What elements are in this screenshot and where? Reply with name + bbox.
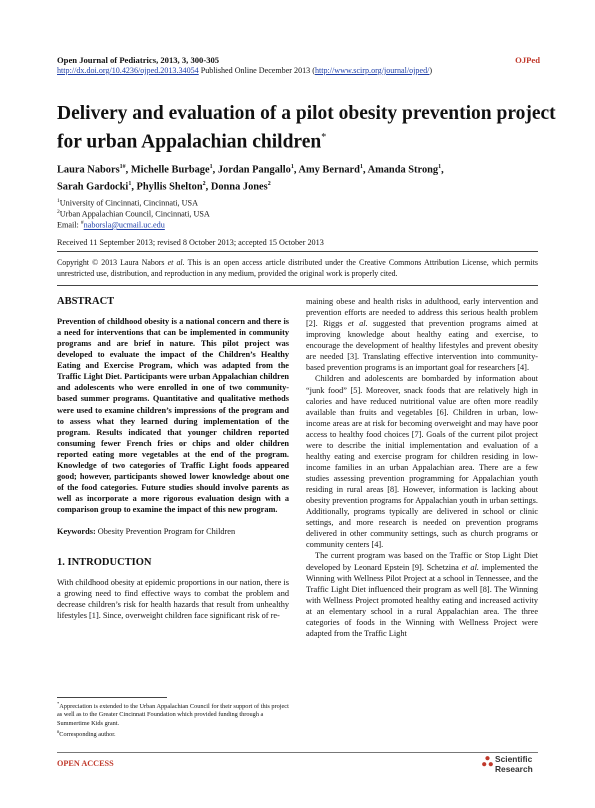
journal-url-link[interactable]: http://www.scirp.org/journal/ojped/ [314, 66, 430, 75]
introduction-heading: 1. INTRODUCTION [57, 557, 152, 569]
author-line-1 [57, 160, 557, 177]
doi-line [57, 66, 432, 75]
footnote-1 [57, 700, 289, 728]
author-name: Sarah Gardocki [57, 181, 129, 193]
article-title-text: Delivery and evaluation of a pilot obesity prevention project for urban Appalachian children [57, 103, 556, 152]
affiliation-text: University of Cincinnati, Cincinnati, USA [59, 198, 199, 208]
author-sup: 1 [128, 181, 132, 188]
author-list [57, 160, 557, 195]
email-label: Email: [57, 220, 81, 230]
author-separator: , [441, 164, 444, 176]
author-name: , Michelle Burbage [125, 164, 210, 176]
author-name: , Jordan Pangallo [212, 164, 291, 176]
body-text: suggested that prevention programs aimed at improving knowledge about healthy eating and exercise, to encourage the development of healthy lifestyles and prevent obesity are needed [3]. Translating effective intervention into community-based prevention programs is an important goal for researchers [4]. [306, 319, 539, 373]
author-name: , Donna Jones [205, 181, 268, 193]
open-access-label: OPEN ACCESS [57, 759, 114, 768]
author-sup: 1 [359, 164, 363, 170]
copyright-etal: et al. [167, 258, 185, 267]
footnote-sup: * [57, 701, 60, 706]
introduction-paragraph: With childhood obesity at epidemic proportions in our nation, there is a growing need to find effective ways to combat the problem and decrease children’s risk for health hazards that result from unhealthy lifestyles [1]. Since, overweight children face significant risk of re- [57, 578, 289, 621]
right-column [306, 296, 538, 639]
title-footnote-mark[interactable]: * [321, 131, 327, 143]
body-paragraph: Children and adolescents are bombarded by information about “junk food” [5]. Moreover, snack foods that are relatively high in calories and have reduced nutritional value are often more readily available than fruits and vegetables [6]. Children in urban, low-income areas are at risk for becoming overweight and may have poor access to healthy food choices [7]. Goals of the current pilot project were to describe the initial implementation and evaluation of a healthy eating and exercise program for children residing in low-income families in an urban Appalachian area. There are a few studies assessing prevention programming for Appalachian youth residing in rural areas [8]. However, information is lacking about obesity prevention programs for Appalachian youth in urban settings. Additionally, programs typically are delivered in school or clinic settings, and more research is needed on prevention programs delivered in other community settings, such as church programs or community centers [4]. [306, 374, 538, 550]
author-line-2 [57, 177, 557, 194]
author-sup: 2 [202, 181, 206, 188]
footnote-text: Appreciation is extended to the Urban Appalachian Council for their support of this project as well as to the Greater Cincinnati Foundation which provided funding through a Summertime Kids grant. [57, 703, 289, 727]
author-name: , Phyllis Shelton [131, 181, 203, 193]
footnote-divider [57, 697, 167, 698]
logo-line-2: Research [495, 763, 533, 774]
footer-divider [57, 752, 538, 753]
abstract-text: Prevention of childhood obesity is a national concern and there is a need for interventions that can be implemented in community programs and are brief in nature. This pilot project was developed to evaluate the impact of the Children’s Healthy Eating and Exercise Program, which was adapted from the Traffic Light Diet. Participants were urban Appalachian children and adolescents who were enrolled in one of two community-based summer programs. Quantitative and qualitative methods were used to examine children’s impressions of the program and to assess what they learned during implementation of the program. Results indicated that younger children reported consuming fewer French fries or chips and older children reported eating more vegetables at the end of the program. Knowledge of two categories of Traffic Light foods appeared good; however, participants showed lower knowledge about one of the food categories. Future studies should involve parents as well as incorporate a more rigorous evaluation design with a comparison group to examine the impact of this new program. [57, 317, 289, 515]
logo-line-1: Scientific [495, 754, 533, 764]
author-sup: 1 [290, 164, 294, 170]
email-line [57, 218, 537, 231]
copyright-notice [57, 258, 538, 279]
affiliation-sup: 1 [57, 198, 60, 204]
keywords-label: Keywords: [57, 527, 96, 537]
left-column [57, 296, 289, 621]
footnote-text: Corresponding author. [59, 731, 116, 739]
journal-citation: Open Journal of Pediatrics, 2013, 3, 300-305 [57, 55, 220, 65]
keywords [57, 526, 289, 537]
header-divider [57, 251, 538, 252]
copyright-pre: Copyright © 2013 Laura Nabors [57, 258, 168, 267]
published-text: Published Online December 2013 ( [200, 66, 315, 75]
author-name: Laura Nabors [57, 164, 120, 176]
body-text: The current program was based on the Traffic or Stop Light Diet developed by Leonard Epstein [9]. Schetzina [306, 551, 538, 572]
body-paragraph [306, 296, 538, 373]
article-title [57, 102, 557, 154]
received-dates: Received 11 September 2013; revised 8 October 2013; accepted 15 October 2013 [57, 238, 324, 247]
author-sup: 1 [209, 164, 213, 170]
body-etal: et al. [461, 562, 479, 572]
logo-text [495, 755, 533, 774]
abstract-heading: ABSTRACT [57, 296, 115, 307]
author-name: , Amanda Strong [362, 164, 439, 176]
doi-link[interactable]: http://dx.doi.org/10.4236/ojped.2013.34054 [57, 66, 199, 75]
copyright-divider [57, 285, 538, 286]
keywords-text: Obesity Prevention Program for Children [95, 527, 236, 537]
author-sup: 2 [267, 181, 271, 188]
body-paragraph [306, 550, 538, 639]
publisher-logo [481, 752, 543, 782]
body-text: maining obese and health risks in adulthood, early intervention and prevention efforts are needed to address this serious health problem [2]. Riggs [306, 297, 538, 329]
email-sup: # [80, 220, 84, 226]
scientific-research-logo-icon [481, 755, 494, 768]
body-etal: et al. [347, 319, 368, 329]
footnotes [57, 700, 289, 739]
affiliation-text: Urban Appalachian Council, Cincinnati, USA [59, 209, 210, 219]
body-text: implemented the Winning with Wellness Pilot Project at a school in Tennessee, and the Traffic Light Diet influenced their program as well [8]. The Winning with Wellness Project promoted healthy eating and increased activity at an elementary school in a rural Appalachian area. The three categories of foods in the Winning with Wellness Project were adapted from the Traffic Light [306, 562, 538, 638]
author-sup: 1 [438, 164, 442, 170]
footnote-sup: # [57, 728, 60, 734]
author-name: , Amy Bernard [293, 164, 360, 176]
footnote-2 [57, 728, 289, 739]
affiliation-sup: 2 [57, 209, 60, 215]
email-link[interactable]: naborsla@ucmail.uc.edu [83, 220, 165, 230]
close-paren: ) [429, 66, 433, 75]
journal-abbreviation: OJPed [515, 55, 540, 65]
author-sup: 1# [119, 164, 126, 170]
copyright-post: This is an open access article distributed under the Creative Commons Attribution License, which permits unrestricted use, distribution, and reproduction in any medium, provided the original work is properly cited. [57, 258, 538, 278]
